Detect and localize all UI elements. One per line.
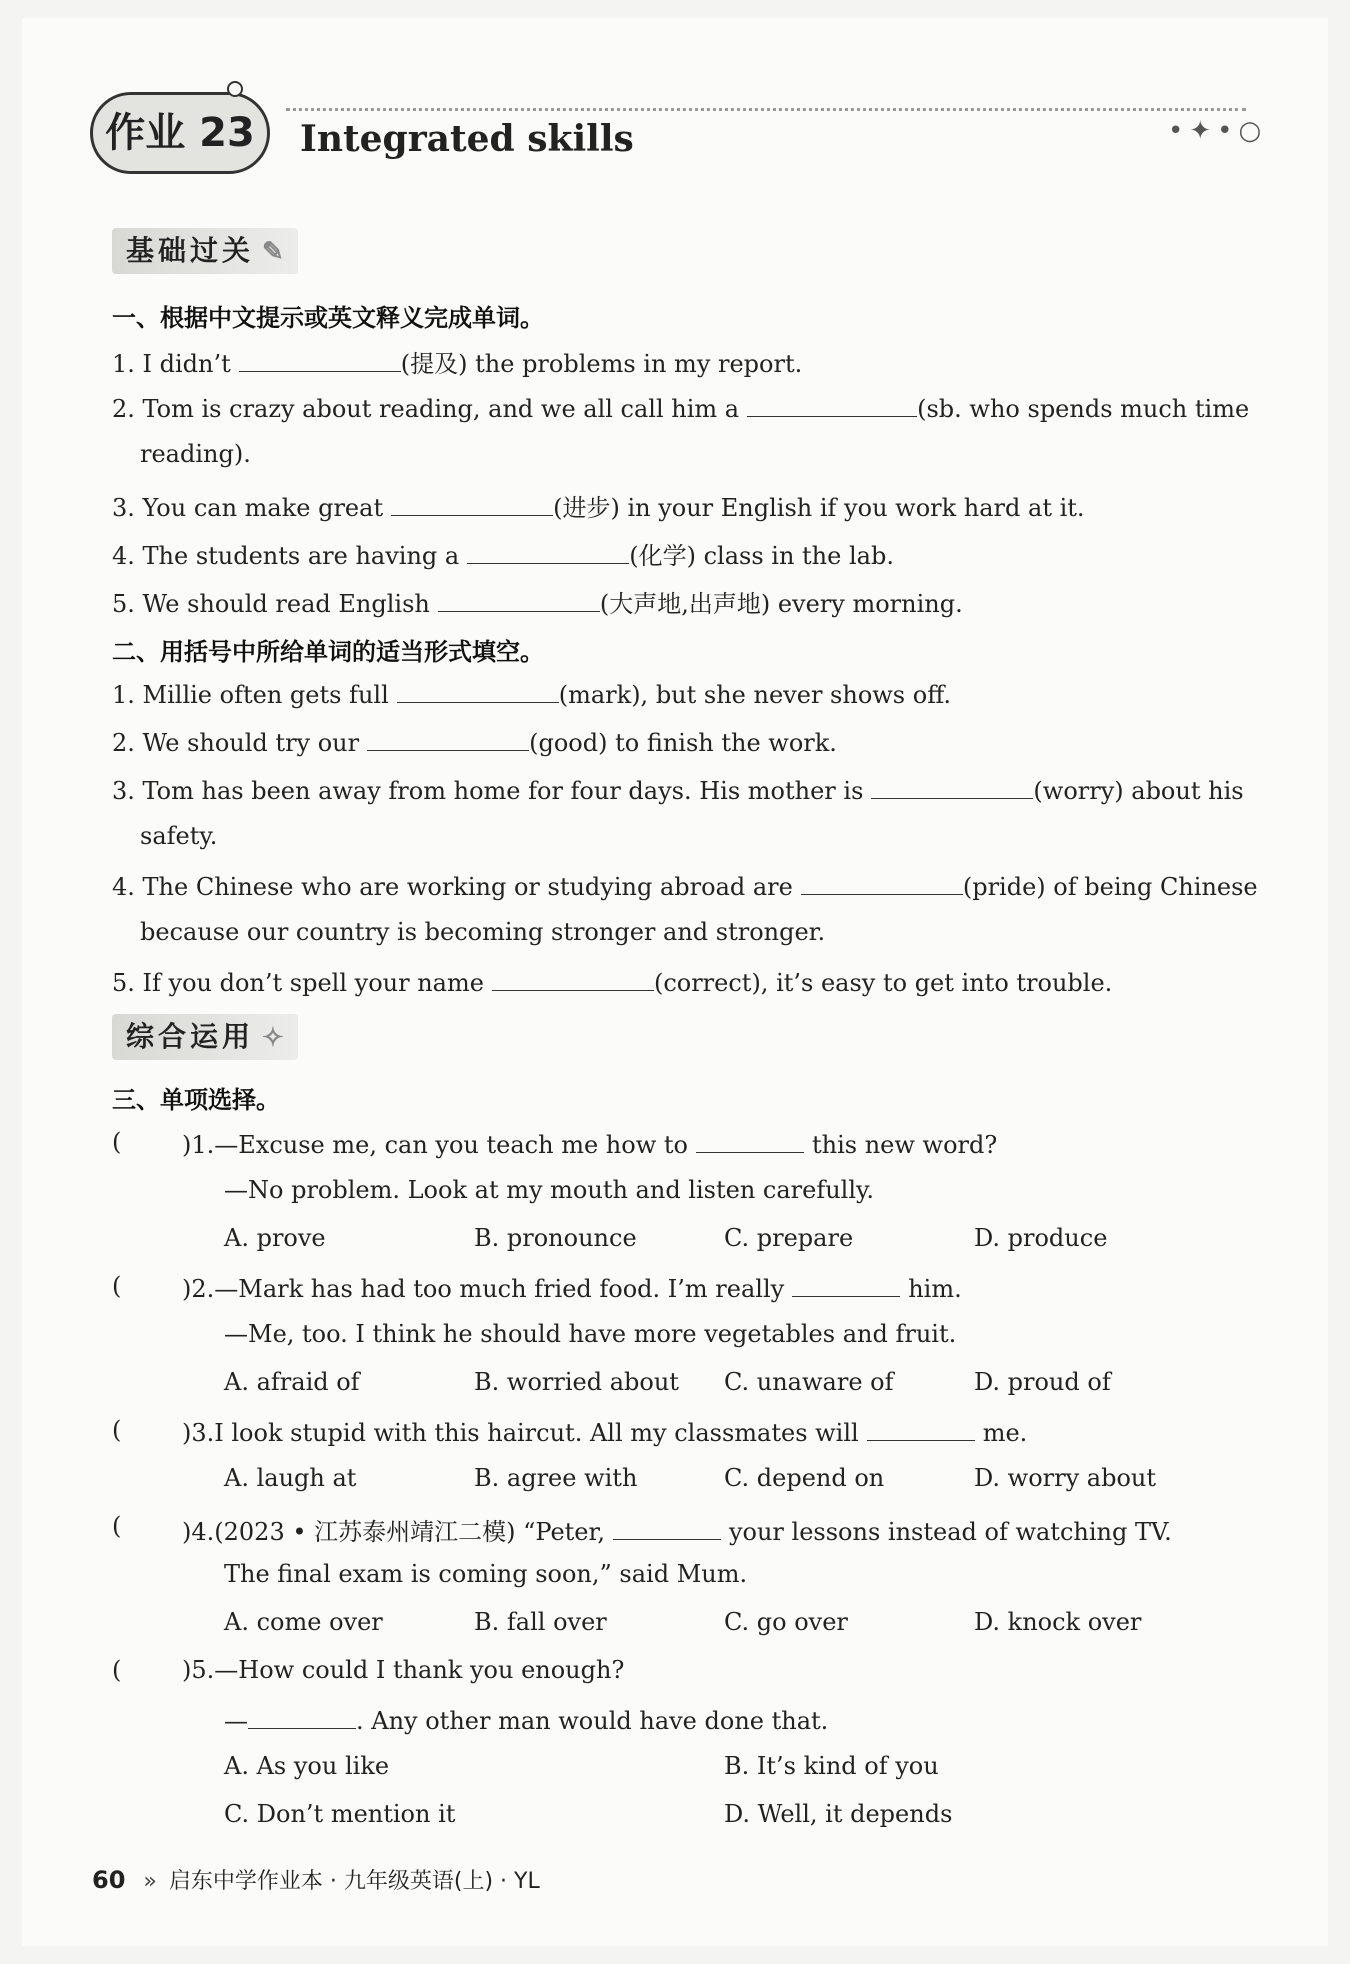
option-b[interactable]: B. It’s kind of you [724, 1752, 939, 1780]
part1-item-1: 1. I didn’t (提及) the problems in my report. [112, 344, 1272, 379]
part1-item-5: 5. We should read English (大声地,出声地) every morning. [112, 584, 1272, 619]
header-dotted-rule [286, 108, 1246, 111]
option-c[interactable]: C. depend on [724, 1464, 885, 1492]
part1-item-2-cont: reading). [140, 440, 251, 468]
answer-paren[interactable]: ( [112, 1128, 122, 1156]
option-b[interactable]: B. agree with [474, 1464, 638, 1492]
option-c[interactable]: C. prepare [724, 1224, 854, 1252]
option-d[interactable]: D. knock over [974, 1608, 1142, 1636]
part2-item-2: 2. We should try our (good) to finish the work. [112, 726, 1272, 757]
option-d[interactable]: D. produce [974, 1224, 1108, 1252]
answer-blank[interactable] [467, 539, 629, 564]
answer-blank[interactable] [696, 1128, 804, 1153]
pencil-icon: ✎ [262, 237, 284, 267]
answer-paren[interactable]: ( [112, 1656, 122, 1684]
answer-blank[interactable] [391, 491, 553, 516]
part2-item-4: 4. The Chinese who are working or studying abroad are (pride) of being Chinese [112, 870, 1272, 901]
section-tag-comprehensive [112, 1014, 298, 1060]
section-tag-label: 基础过关 [126, 234, 255, 267]
answer-blank[interactable] [867, 1416, 975, 1441]
homework-number: 作业 23 [105, 110, 255, 156]
mc-question-1: )1.—Excuse me, can you teach me how to this new word? [182, 1128, 997, 1159]
mc-question-2: )2.—Mark has had too much fried food. I’m really him. [182, 1272, 962, 1303]
page-footer [92, 1864, 540, 1895]
sparkle-icon: ✧ [262, 1023, 284, 1053]
option-b[interactable]: B. worried about [474, 1368, 679, 1396]
mc-question-2-reply: —Me, too. I think he should have more vegetables and fruit. [224, 1320, 957, 1348]
option-c[interactable]: C. go over [724, 1608, 848, 1636]
option-b[interactable]: B. pronounce [474, 1224, 637, 1252]
option-a[interactable]: A. prove [224, 1224, 326, 1252]
answer-blank[interactable] [792, 1272, 900, 1297]
answer-paren[interactable]: ( [112, 1512, 122, 1540]
section-tag-basic [112, 228, 298, 274]
part2-item-3-cont: safety. [140, 822, 218, 850]
part2-item-4-cont: because our country is becoming stronger and stronger. [140, 918, 826, 946]
answer-blank[interactable] [239, 347, 401, 372]
part2-item-5: 5. If you don’t spell your name (correct), it’s easy to get into trouble. [112, 966, 1272, 997]
part2-heading: 二、用括号中所给单词的适当形式填空。 [112, 638, 544, 666]
option-c[interactable]: C. Don’t mention it [224, 1800, 456, 1828]
answer-blank[interactable] [367, 726, 529, 751]
option-a[interactable]: A. come over [224, 1608, 383, 1636]
sparkle-icon: •✦•○ [1168, 116, 1268, 146]
part2-item-1: 1. Millie often gets full (mark), but she never shows off. [112, 678, 1272, 709]
homework-badge [90, 92, 270, 174]
mc-question-5: )5.—How could I thank you enough? [182, 1656, 625, 1684]
answer-blank[interactable] [747, 392, 917, 417]
option-b[interactable]: B. fall over [474, 1608, 607, 1636]
answer-paren[interactable]: ( [112, 1272, 122, 1300]
option-a[interactable]: A. As you like [224, 1752, 390, 1780]
mc-question-4: )4.(2023 • 江苏泰州靖江二模) “Peter, your lessons instead of watching TV. [182, 1512, 1172, 1547]
answer-blank[interactable] [871, 774, 1033, 799]
part3-heading: 三、单项选择。 [112, 1086, 280, 1114]
answer-blank[interactable] [248, 1704, 356, 1729]
answer-blank[interactable] [613, 1515, 721, 1540]
option-d[interactable]: D. Well, it depends [724, 1800, 953, 1828]
option-d[interactable]: D. worry about [974, 1464, 1156, 1492]
badge-dot-icon [227, 81, 243, 97]
part1-item-3: 3. You can make great (进步) in your English if you work hard at it. [112, 488, 1272, 523]
option-d[interactable]: D. proud of [974, 1368, 1111, 1396]
option-c[interactable]: C. unaware of [724, 1368, 894, 1396]
book-title: 启东中学作业本 · 九年级英语(上) · YL [168, 1869, 540, 1894]
part2-item-3: 3. Tom has been away from home for four days. His mother is (worry) about his [112, 774, 1272, 805]
double-chevron-icon: » [143, 1869, 157, 1894]
answer-blank[interactable] [801, 870, 963, 895]
mc-question-4-cont: The final exam is coming soon,” said Mum. [224, 1560, 748, 1588]
answer-blank[interactable] [397, 678, 559, 703]
section-tag-label: 综合运用 [126, 1020, 255, 1053]
answer-paren[interactable]: ( [112, 1416, 122, 1444]
option-a[interactable]: A. laugh at [224, 1464, 357, 1492]
part1-item-2: 2. Tom is crazy about reading, and we all call him a (sb. who spends much time [112, 392, 1272, 423]
answer-blank[interactable] [438, 587, 600, 612]
part1-item-4: 4. The students are having a (化学) class in the lab. [112, 536, 1272, 571]
part1-heading: 一、根据中文提示或英文释义完成单词。 [112, 304, 544, 332]
option-a[interactable]: A. afraid of [224, 1368, 360, 1396]
answer-blank[interactable] [492, 966, 654, 991]
mc-question-1-reply: —No problem. Look at my mouth and listen carefully. [224, 1176, 875, 1204]
page-title: Integrated skills [300, 118, 634, 160]
page-number: 60 [92, 1866, 126, 1894]
mc-question-5-reply: — . Any other man would have done that. [224, 1704, 828, 1735]
mc-question-3: )3.I look stupid with this haircut. All my classmates will me. [182, 1416, 1027, 1447]
